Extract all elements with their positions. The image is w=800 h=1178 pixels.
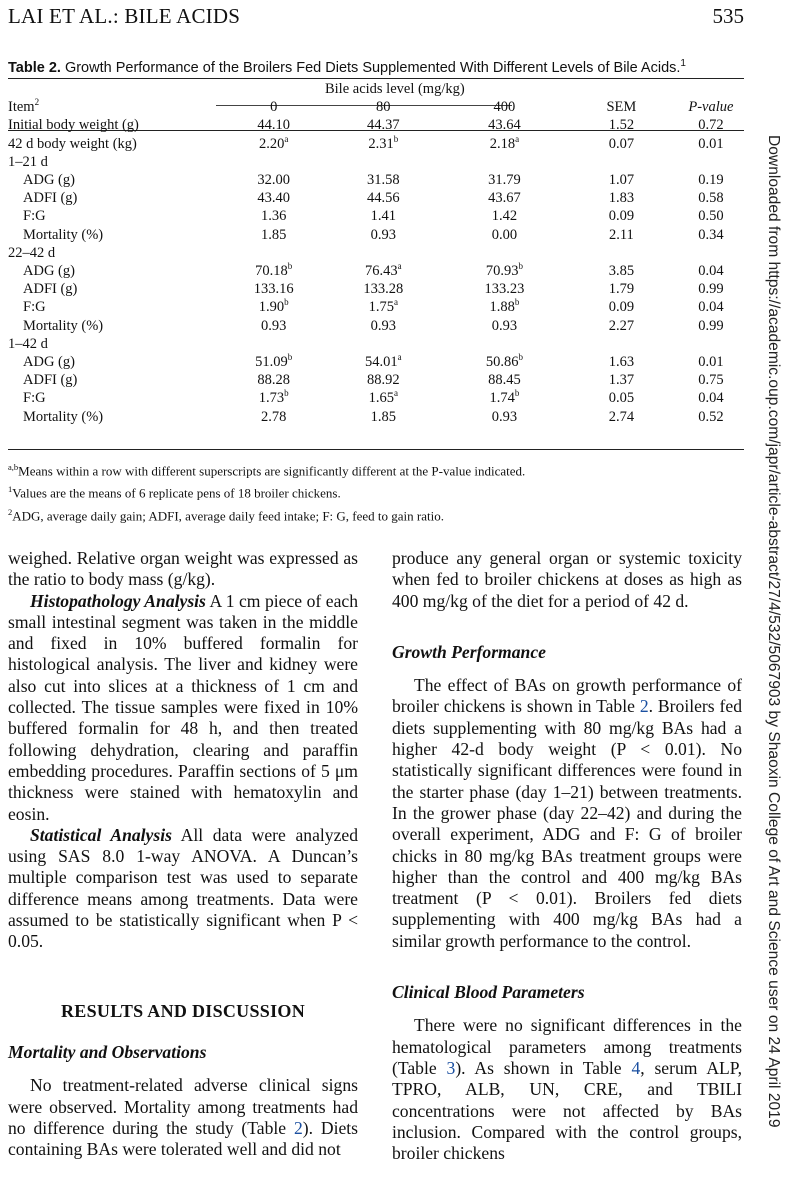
section-heading: RESULTS AND DISCUSSION [60, 1000, 306, 1021]
table-cell: 50.86$^b$ [485, 352, 523, 371]
table-cell: 44.37 [366, 117, 400, 134]
table-cell: 2.11 [608, 226, 634, 243]
table-cell: 43.64 [488, 117, 521, 134]
table-cell: 0.93 [370, 226, 396, 243]
left-column [8, 548, 358, 1160]
table-row [8, 280, 744, 298]
table-cell [565, 153, 678, 171]
download-notice: Downloaded from https://academic.oup.com/japr/article-abstract/27/4/532/5067903 by Shaoxin College of Art and Science user on 24 April 2019 [765, 135, 782, 1128]
table-label: Table 2. [8, 59, 61, 76]
page-number: 535 [712, 4, 744, 28]
table-cell [323, 335, 444, 353]
table-cell: 0.09 [608, 208, 635, 225]
group-header: Bile acids level (mg/kg) [324, 81, 465, 97]
table-cell [444, 244, 565, 262]
table-cell: 2.74 [608, 408, 635, 425]
table-cell: 1.90$^b$ [258, 297, 289, 316]
running-title: LAI ET AL.: BILE ACIDS [8, 4, 241, 28]
table-cell [565, 244, 678, 262]
table-footnotes [8, 458, 744, 525]
table-cell: 0.72 [698, 117, 724, 134]
table-cell: 0.58 [698, 190, 724, 207]
table-cell: 0.75 [698, 372, 724, 389]
footnote: $^{a,b}$Means within a row with different superscripts are significantly different at the P-value indicated. [8, 462, 526, 479]
row-label: ADG (g) [23, 263, 75, 280]
paragraph: weighed. Relative organ weight was expressed as the ratio to body mass (g/kg). [8, 548, 358, 590]
paragraph-histopathology: Histopathology Analysis A 1 cm piece of each small intestinal segment was taken in the middle and fixed in 10% buffered formalin for histological analysis. The liver and kidney were also cut into slices at a thickness of 1 cm and collected. The tissue samples were fixed in 10% buffered formalin for 48 h, and then treated following dehydration, clearing and paraffin embedding procedures. Paraffin sections of 5 μm thickness were stained with hematoxylin and eosin. [8, 590, 359, 824]
table-row [8, 317, 744, 335]
table-cell: 0.01 [698, 354, 724, 371]
col-header-pvalue: P-value [688, 99, 734, 116]
table-cell: 88.92 [366, 372, 400, 389]
table-cell: 0.04 [698, 299, 724, 316]
table-cell [323, 244, 444, 262]
row-label: Mortality (%) [23, 317, 104, 334]
row-label: ADFI (g) [23, 281, 78, 298]
download-sidebar [765, 135, 796, 1128]
table-cell: 0.50 [698, 208, 724, 225]
table-row [8, 371, 744, 389]
column-header-row [8, 98, 744, 116]
table-caption [8, 58, 744, 76]
table-cell: 1.83 [608, 190, 635, 207]
table-cell: 70.18$^b$ [255, 261, 293, 280]
col-header-0: 0 [270, 99, 278, 116]
table-cell [678, 335, 744, 353]
table-cell: 44.10 [257, 117, 290, 134]
table-cell: 0.93 [491, 408, 518, 425]
table-cell: 3.85 [608, 263, 635, 280]
table-row [8, 262, 744, 280]
table-cell: 1.85 [370, 408, 396, 425]
table-cell: 0.04 [698, 263, 724, 280]
table-cell [678, 244, 744, 262]
table-row [8, 389, 744, 407]
row-label: Initial body weight (g) [8, 117, 139, 134]
table-cell: 88.45 [488, 372, 521, 389]
table-cell: 54.01$^a$ [364, 352, 402, 371]
table-cell: 1.74$^b$ [489, 388, 520, 407]
table-cell [225, 153, 323, 171]
table-cell: 133.23 [484, 281, 525, 298]
table-cell: 1.65$^a$ [368, 388, 398, 407]
table-cell: 0.01 [698, 135, 724, 152]
row-label: F:G [23, 299, 46, 316]
table-cell: 2.31$^b$ [368, 133, 399, 152]
table-cell: 1.79 [608, 281, 635, 298]
row-label: ADG (g) [23, 172, 75, 189]
table-cell [444, 335, 565, 353]
table-bottom-rule [8, 449, 744, 450]
table-cell: 1.63 [608, 354, 635, 371]
table-cell: 0.19 [698, 172, 724, 189]
subsection-heading: Growth Performance [392, 641, 546, 662]
table-cell [444, 153, 565, 171]
table-cell: 1.36 [261, 208, 287, 225]
table-cell: 2.27 [608, 317, 635, 334]
table-cell: 43.67 [488, 190, 521, 207]
table-cell: 1.37 [608, 372, 635, 389]
footnote: $^1$Values are the means of 6 replicate pens of 18 broiler chickens. [8, 484, 341, 501]
subsection-heading: Mortality and Observations [8, 1041, 207, 1062]
table-cell: 1.75$^a$ [368, 297, 398, 316]
table-cell: 32.00 [257, 172, 290, 189]
table-cell: 0.34 [698, 226, 724, 243]
table-link[interactable]: 4 [631, 1057, 641, 1078]
table-cell: 0.05 [608, 390, 635, 407]
paragraph-statistics: Statistical Analysis All data were analyzed using SAS 8.0 1-way ANOVA. A Duncan’s multiple comparison test was used to separate difference means among treatments. Data were assumed to be statistically significant when P < 0.05. [8, 824, 358, 952]
table-row [8, 353, 744, 371]
table-cell: 0.93 [370, 317, 396, 334]
table-row [8, 207, 744, 225]
table-row [8, 135, 744, 153]
table-cell: 31.79 [488, 172, 521, 189]
table-top-rule [8, 78, 744, 79]
table-cell: 1.88$^b$ [489, 297, 520, 316]
table-row [8, 116, 744, 134]
row-label: ADFI (g) [23, 372, 78, 389]
table-cell: 0.04 [698, 390, 724, 407]
table-cell: 88.28 [257, 372, 290, 389]
table-cell: 0.52 [698, 408, 724, 425]
table-row [8, 189, 744, 207]
row-label: 1–21 d [8, 153, 48, 170]
table-row [8, 408, 744, 426]
row-label: ADFI (g) [23, 190, 78, 207]
table-cell: 0.00 [491, 226, 518, 243]
table-cell: 1.42 [491, 208, 518, 225]
paragraph-blood: There were no significant differences in the hematological parameters among treatments (Table 3). As shown in Table 4, serum ALP, TPRO, ALB, UN, CRE, and TBILI concentrations were not affected by BAs inclusion. Compared with the control groups, broiler chickens [392, 1015, 742, 1164]
table-cell: 1.52 [608, 117, 635, 134]
table-cell: 0.93 [261, 317, 287, 334]
table-cell: 51.09$^b$ [255, 352, 293, 371]
col-header-sem: SEM [606, 99, 637, 116]
growth-performance-table [8, 80, 744, 426]
row-label: F:G [23, 208, 46, 225]
table-cell: 1.85 [261, 226, 287, 243]
table-row [8, 298, 744, 316]
footnote: $^2$ADG, average daily gain; ADFI, average daily feed intake; F: G, feed to gain ratio. [8, 506, 444, 523]
table-cell: 1.07 [608, 172, 635, 189]
table-cell: 0.99 [698, 281, 724, 298]
table-cell: 2.78 [261, 408, 287, 425]
table-row [8, 171, 744, 189]
caption-note-mark: 1 [680, 58, 686, 69]
table-cell [323, 153, 444, 171]
table-cell: 1.73$^b$ [258, 388, 289, 407]
row-label: ADG (g) [23, 354, 75, 371]
subsection-heading: Clinical Blood Parameters [392, 982, 585, 1003]
table-row [8, 226, 744, 244]
table-cell: 44.56 [366, 190, 400, 207]
paragraph-mortality: No treatment-related adverse clinical signs were observed. Mortality among treatments had no difference during the study (Table 2). Diets containing BAs were tolerated well and did not [8, 1075, 359, 1160]
table-cell: 0.99 [698, 317, 724, 334]
table-link[interactable]: 3 [446, 1057, 456, 1078]
table-cell: 133.28 [363, 281, 404, 298]
table-link[interactable]: 2 [293, 1117, 303, 1138]
table-row [8, 335, 744, 353]
table-cell: 2.20$^a$ [259, 133, 289, 152]
page-header [8, 2, 744, 30]
paragraph: produce any general organ or systemic toxicity when fed to broiler chickens at doses as high as 400 mg/kg of the diet for a period of 42 d. [392, 548, 742, 611]
table-cell: 1.41 [370, 208, 396, 225]
table-cell [225, 335, 323, 353]
table-cell: 0.93 [491, 317, 518, 334]
table-cell: 43.40 [257, 190, 290, 207]
table-cell: 0.07 [608, 135, 635, 152]
table-cell: 2.18$^a$ [489, 133, 520, 152]
table-cell: 133.16 [253, 281, 294, 298]
paragraph-growth: The effect of BAs on growth performance of broiler chickens is shown in Table 2. Broilers fed diets supplementing with 80 mg/kg BAs had a higher 42-d body weight (P < 0.01). No statistically significant differences were found in the starter phase (day 1–21) between treatments. In the grower phase (day 22–42) and during the overall experiment, ADG and F: G of broiler chicks in 80 mg/kg BAs treatment groups were higher than the control and 400 mg/kg BAs treatment (P < 0.01). Broilers fed diets supplementing with 400 mg/kg BAs had a similar growth performance to the control. [392, 675, 742, 951]
row-label: 22–42 d [8, 244, 56, 261]
table-body [8, 116, 744, 425]
table-cell: 31.58 [366, 172, 400, 189]
row-label: F:G [23, 390, 46, 407]
table-cell: 0.09 [608, 299, 635, 316]
row-label: 1–42 d [8, 335, 48, 352]
table-cell [565, 335, 678, 353]
row-label: 42 d body weight (kg) [8, 135, 137, 152]
col-header-80: 80 [376, 99, 391, 116]
row-label: Mortality (%) [23, 226, 104, 243]
right-column [392, 548, 742, 1164]
table-cell [678, 153, 744, 171]
row-label: Mortality (%) [23, 408, 104, 425]
table-caption-text: Growth Performance of the Broilers Fed Diets Supplemented With Different Levels of Bile Acids. [64, 59, 681, 76]
table-link[interactable]: 2 [639, 696, 649, 717]
table-cell: 76.43$^a$ [364, 261, 402, 280]
table-cell: 70.93$^b$ [485, 261, 523, 280]
table-row [8, 244, 744, 262]
table-cell [225, 244, 323, 262]
col-header-400: 400 [493, 99, 516, 116]
table-row [8, 153, 744, 171]
col-header-item: Item$^2$ [8, 97, 40, 116]
